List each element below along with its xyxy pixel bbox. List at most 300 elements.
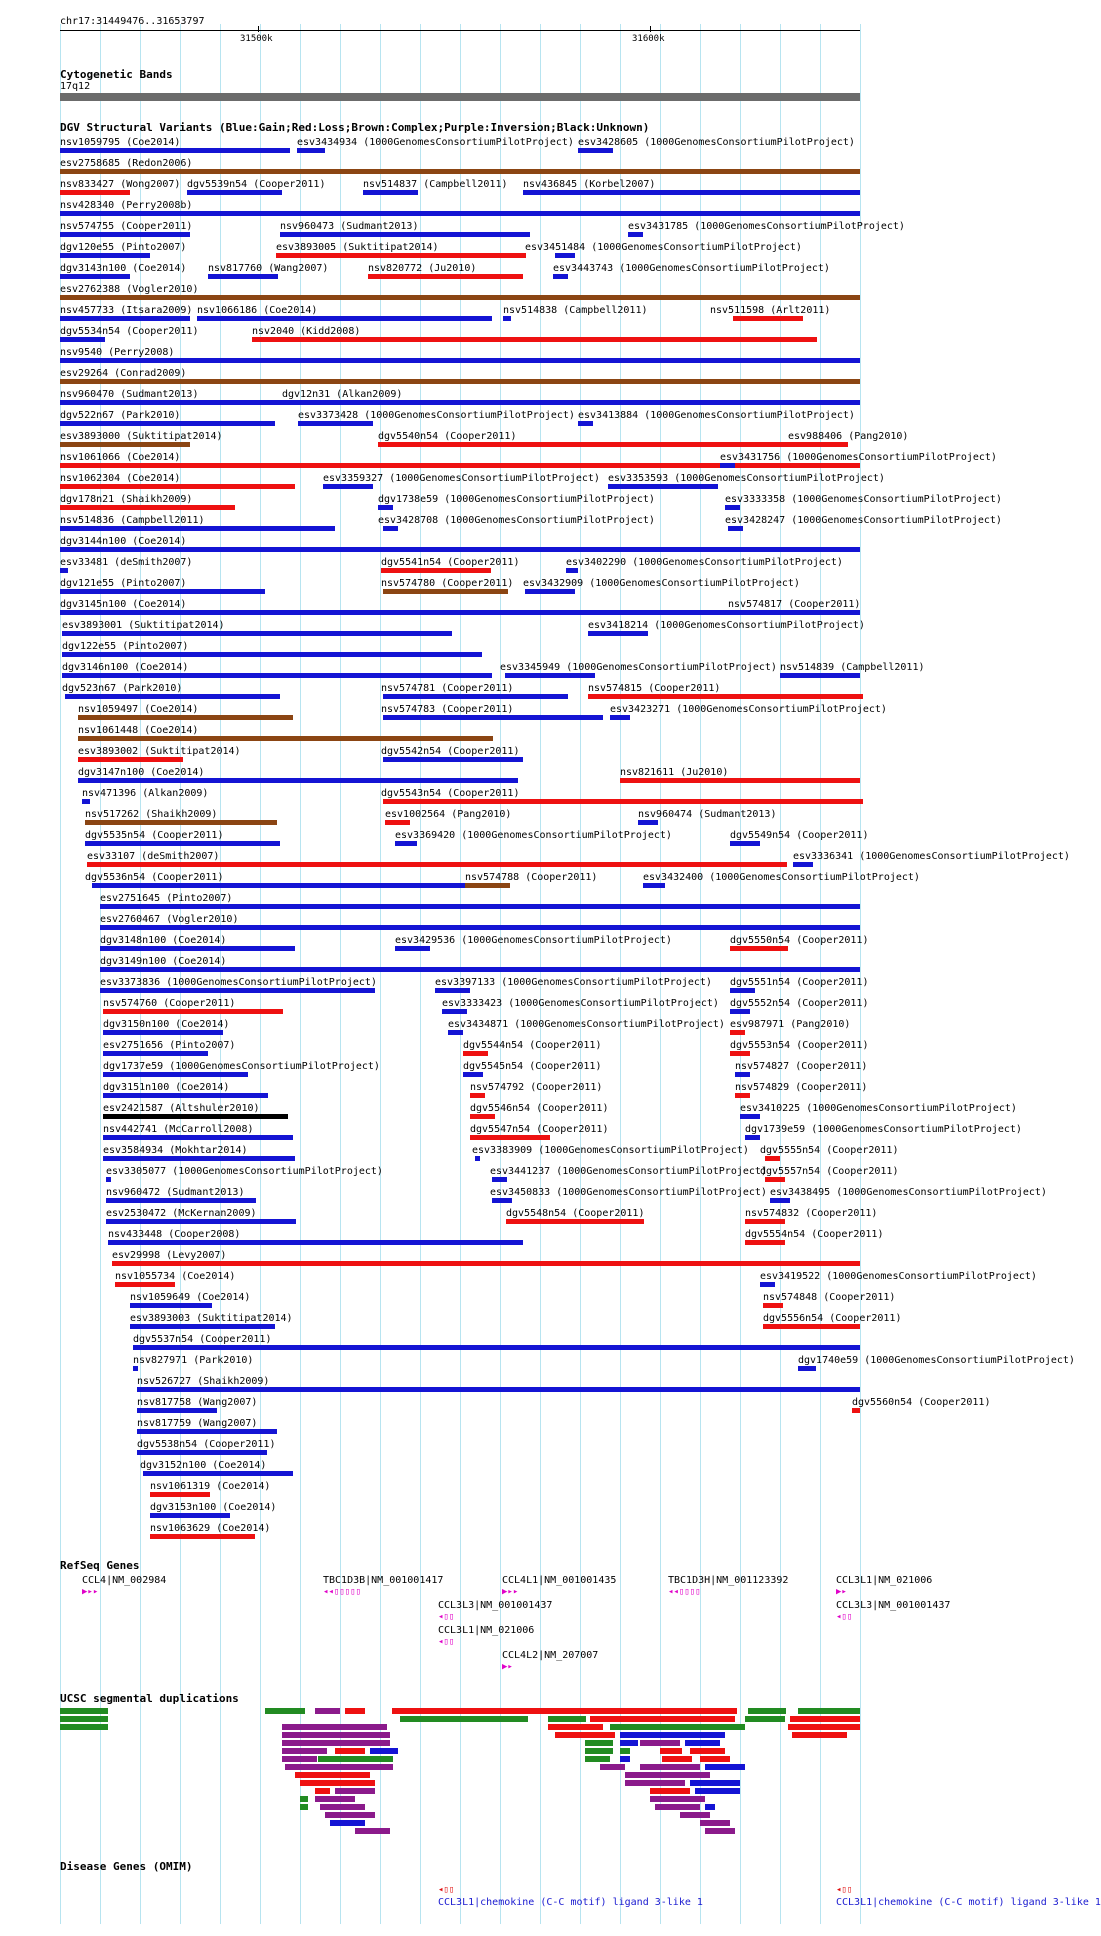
segdup-block[interactable] xyxy=(315,1708,340,1714)
segdup-block[interactable] xyxy=(585,1740,613,1746)
dgv-feature-label[interactable]: esv3893000 (Suktitipat2014) xyxy=(60,431,223,442)
segdup-block[interactable] xyxy=(282,1732,390,1738)
segdup-block[interactable] xyxy=(625,1780,685,1786)
dgv-feature-bar[interactable] xyxy=(763,1303,783,1308)
dgv-feature-label[interactable]: nsv574780 (Cooper2011) xyxy=(381,578,514,589)
dgv-feature-label[interactable]: nsv574783 (Cooper2011) xyxy=(381,704,514,715)
dgv-feature-label[interactable]: esv3423271 (1000GenomesConsortiumPilotProject) xyxy=(610,704,887,715)
dgv-feature-bar[interactable] xyxy=(60,400,860,405)
segdup-block[interactable] xyxy=(685,1740,720,1746)
dgv-feature-label[interactable]: dgv5540n54 (Cooper2011) xyxy=(378,431,517,442)
segdup-block[interactable] xyxy=(662,1756,692,1762)
dgv-feature-label[interactable]: esv3432909 (1000GenomesConsortiumPilotProject) xyxy=(523,578,800,589)
dgv-feature-label[interactable]: nsv960472 (Sudmant2013) xyxy=(106,1187,245,1198)
dgv-feature-label[interactable]: dgv3148n100 (Coe2014) xyxy=(100,935,227,946)
refseq-gene-label[interactable]: CCL4L2|NM_207007 xyxy=(502,1650,599,1661)
segdup-block[interactable] xyxy=(282,1756,317,1762)
dgv-feature-label[interactable]: nsv1061319 (Coe2014) xyxy=(150,1481,271,1492)
dgv-feature-bar[interactable] xyxy=(465,883,510,888)
dgv-feature-label[interactable]: dgv5539n54 (Cooper2011) xyxy=(187,179,326,190)
dgv-feature-bar[interactable] xyxy=(728,526,743,531)
segdup-block[interactable] xyxy=(60,1724,108,1730)
dgv-feature-bar[interactable] xyxy=(297,148,325,153)
dgv-feature-bar[interactable] xyxy=(435,988,470,993)
dgv-feature-label[interactable]: nsv514838 (Campbell2011) xyxy=(503,305,648,316)
dgv-feature-label[interactable]: dgv1739e59 (1000GenomesConsortiumPilotProject) xyxy=(745,1124,1022,1135)
dgv-feature-label[interactable]: nsv1059497 (Coe2014) xyxy=(78,704,199,715)
dgv-feature-bar[interactable] xyxy=(108,1240,523,1245)
dgv-feature-label[interactable]: dgv5542n54 (Cooper2011) xyxy=(381,746,520,757)
dgv-feature-bar[interactable] xyxy=(103,1093,268,1098)
segdup-block[interactable] xyxy=(748,1708,786,1714)
dgv-feature-bar[interactable] xyxy=(368,274,523,279)
dgv-feature-label[interactable]: esv3451484 (1000GenomesConsortiumPilotProject) xyxy=(525,242,802,253)
dgv-feature-label[interactable]: dgv1737e59 (1000GenomesConsortiumPilotProject) xyxy=(103,1061,380,1072)
dgv-feature-label[interactable]: dgv3151n100 (Coe2014) xyxy=(103,1082,230,1093)
dgv-feature-bar[interactable] xyxy=(323,484,373,489)
dgv-feature-label[interactable]: esv3893001 (Suktitipat2014) xyxy=(62,620,225,631)
segdup-block[interactable] xyxy=(585,1756,610,1762)
dgv-feature-label[interactable]: esv3373836 (1000GenomesConsortiumPilotProject) xyxy=(100,977,377,988)
dgv-feature-bar[interactable] xyxy=(745,1219,785,1224)
dgv-feature-bar[interactable] xyxy=(60,253,150,258)
dgv-feature-label[interactable]: dgv5553n54 (Cooper2011) xyxy=(730,1040,869,1051)
dgv-feature-label[interactable]: esv3434934 (1000GenomesConsortiumPilotProject) xyxy=(297,137,574,148)
dgv-feature-label[interactable]: esv33481 (deSmith2007) xyxy=(60,557,193,568)
track-title-dgv[interactable]: DGV Structural Variants (Blue:Gain;Red:Loss;Brown:Complex;Purple:Inversion;Black:Unknown) xyxy=(60,121,650,134)
dgv-feature-label[interactable]: nsv574832 (Cooper2011) xyxy=(745,1208,878,1219)
dgv-feature-label[interactable]: nsv9540 (Perry2008) xyxy=(60,347,175,358)
dgv-feature-bar[interactable] xyxy=(588,631,648,636)
refseq-gene-label[interactable]: TBC1D3B|NM_001001417 xyxy=(323,1575,444,1586)
dgv-feature-label[interactable]: nsv833427 (Wong2007) xyxy=(60,179,181,190)
dgv-feature-label[interactable]: esv29264 (Conrad2009) xyxy=(60,368,187,379)
dgv-feature-label[interactable]: esv2530472 (McKernan2009) xyxy=(106,1208,257,1219)
dgv-feature-bar[interactable] xyxy=(60,337,105,342)
dgv-feature-label[interactable]: nsv574792 (Cooper2011) xyxy=(470,1082,603,1093)
refseq-gene-label[interactable]: CCL3L3|NM_001001437 xyxy=(438,1600,553,1611)
segdup-block[interactable] xyxy=(620,1748,630,1754)
dgv-feature-label[interactable]: nsv821611 (Ju2010) xyxy=(620,767,729,778)
segdup-block[interactable] xyxy=(798,1708,860,1714)
dgv-feature-label[interactable]: esv3438495 (1000GenomesConsortiumPilotProject) xyxy=(770,1187,1047,1198)
dgv-feature-label[interactable]: nsv960474 (Sudmant2013) xyxy=(638,809,777,820)
omim-gene-label[interactable]: CCL3L1|chemokine (C-C motif) ligand 3-like 1 xyxy=(438,1897,703,1908)
dgv-feature-label[interactable]: esv3431756 (1000GenomesConsortiumPilotProject) xyxy=(720,452,997,463)
dgv-feature-bar[interactable] xyxy=(115,1282,175,1287)
dgv-feature-label[interactable]: dgv5543n54 (Cooper2011) xyxy=(381,788,520,799)
dgv-feature-bar[interactable] xyxy=(395,946,430,951)
dgv-feature-bar[interactable] xyxy=(740,1114,760,1119)
dgv-feature-bar[interactable] xyxy=(733,316,803,321)
dgv-feature-bar[interactable] xyxy=(506,1219,644,1224)
dgv-feature-bar[interactable] xyxy=(60,274,130,279)
dgv-feature-bar[interactable] xyxy=(470,1114,495,1119)
dgv-feature-label[interactable]: esv3893005 (Suktitipat2014) xyxy=(276,242,439,253)
dgv-feature-bar[interactable] xyxy=(60,421,275,426)
dgv-feature-bar[interactable] xyxy=(60,169,860,174)
dgv-feature-bar[interactable] xyxy=(60,379,860,384)
dgv-feature-label[interactable]: esv33107 (deSmith2007) xyxy=(87,851,220,862)
dgv-feature-bar[interactable] xyxy=(112,1261,860,1266)
dgv-feature-label[interactable]: esv3431785 (1000GenomesConsortiumPilotProject) xyxy=(628,221,905,232)
dgv-feature-label[interactable]: dgv3144n100 (Coe2014) xyxy=(60,536,187,547)
dgv-feature-label[interactable]: nsv574781 (Cooper2011) xyxy=(381,683,514,694)
dgv-feature-label[interactable]: dgv5535n54 (Cooper2011) xyxy=(85,830,224,841)
dgv-feature-label[interactable]: dgv5537n54 (Cooper2011) xyxy=(133,1334,272,1345)
dgv-feature-label[interactable]: nsv526727 (Shaikh2009) xyxy=(137,1376,270,1387)
dgv-feature-label[interactable]: esv3443743 (1000GenomesConsortiumPilotProject) xyxy=(553,263,830,274)
dgv-feature-label[interactable]: nsv960470 (Sudmant2013) xyxy=(60,389,199,400)
dgv-feature-bar[interactable] xyxy=(852,1408,860,1413)
dgv-feature-label[interactable]: dgv522n67 (Park2010) xyxy=(60,410,181,421)
segdup-block[interactable] xyxy=(620,1732,725,1738)
dgv-feature-bar[interactable] xyxy=(470,1093,485,1098)
dgv-feature-label[interactable]: dgv3153n100 (Coe2014) xyxy=(150,1502,277,1513)
dgv-feature-label[interactable]: esv3373428 (1000GenomesConsortiumPilotProject) xyxy=(298,410,575,421)
dgv-feature-bar[interactable] xyxy=(60,463,860,468)
dgv-feature-label[interactable]: nsv574829 (Cooper2011) xyxy=(735,1082,868,1093)
segdup-block[interactable] xyxy=(660,1748,682,1754)
dgv-feature-label[interactable]: dgv5541n54 (Cooper2011) xyxy=(381,557,520,568)
dgv-feature-bar[interactable] xyxy=(523,190,860,195)
segdup-block[interactable] xyxy=(625,1772,710,1778)
cytoband-bar[interactable] xyxy=(60,93,860,101)
dgv-feature-label[interactable]: dgv3143n100 (Coe2014) xyxy=(60,263,187,274)
dgv-feature-bar[interactable] xyxy=(395,841,417,846)
dgv-feature-label[interactable]: dgv523n67 (Park2010) xyxy=(62,683,183,694)
dgv-feature-bar[interactable] xyxy=(133,1345,860,1350)
segdup-block[interactable] xyxy=(300,1796,308,1802)
dgv-feature-label[interactable]: esv3383909 (1000GenomesConsortiumPilotProject) xyxy=(472,1145,749,1156)
dgv-feature-bar[interactable] xyxy=(143,1471,293,1476)
dgv-feature-label[interactable]: esv3333423 (1000GenomesConsortiumPilotProject) xyxy=(442,998,719,1009)
dgv-feature-label[interactable]: esv3584934 (Mokhtar2014) xyxy=(103,1145,248,1156)
segdup-block[interactable] xyxy=(640,1740,680,1746)
dgv-feature-bar[interactable] xyxy=(638,820,658,825)
dgv-feature-label[interactable]: esv3336341 (1000GenomesConsortiumPilotProject) xyxy=(793,851,1070,862)
segdup-block[interactable] xyxy=(745,1716,785,1722)
dgv-feature-bar[interactable] xyxy=(92,883,492,888)
dgv-feature-bar[interactable] xyxy=(610,715,630,720)
dgv-feature-bar[interactable] xyxy=(793,862,813,867)
segdup-block[interactable] xyxy=(655,1804,700,1810)
dgv-feature-bar[interactable] xyxy=(60,589,265,594)
dgv-feature-label[interactable]: dgv1740e59 (1000GenomesConsortiumPilotProject) xyxy=(798,1355,1075,1366)
segdup-block[interactable] xyxy=(300,1780,375,1786)
dgv-feature-bar[interactable] xyxy=(383,589,508,594)
dgv-feature-bar[interactable] xyxy=(608,484,718,489)
dgv-feature-label[interactable]: esv3434871 (1000GenomesConsortiumPilotProject) xyxy=(448,1019,725,1030)
dgv-feature-bar[interactable] xyxy=(735,1072,750,1077)
segdup-block[interactable] xyxy=(548,1724,603,1730)
segdup-block[interactable] xyxy=(285,1764,393,1770)
dgv-feature-label[interactable]: dgv3147n100 (Coe2014) xyxy=(78,767,205,778)
dgv-feature-label[interactable]: esv2762388 (Vogler2010) xyxy=(60,284,199,295)
dgv-feature-bar[interactable] xyxy=(383,694,568,699)
dgv-feature-bar[interactable] xyxy=(103,1156,295,1161)
dgv-feature-label[interactable]: esv3428605 (1000GenomesConsortiumPilotProject) xyxy=(578,137,855,148)
dgv-feature-label[interactable]: dgv5560n54 (Cooper2011) xyxy=(852,1397,991,1408)
segdup-block[interactable] xyxy=(60,1708,108,1714)
dgv-feature-bar[interactable] xyxy=(643,883,665,888)
dgv-feature-label[interactable]: nsv428340 (Perry2008b) xyxy=(60,200,193,211)
segdup-block[interactable] xyxy=(345,1708,365,1714)
dgv-feature-bar[interactable] xyxy=(60,442,190,447)
gene-model-icon[interactable]: ◂▯▯ xyxy=(438,1612,455,1622)
dgv-feature-label[interactable]: esv3369420 (1000GenomesConsortiumPilotProject) xyxy=(395,830,672,841)
dgv-feature-label[interactable]: nsv820772 (Ju2010) xyxy=(368,263,477,274)
dgv-feature-bar[interactable] xyxy=(103,1051,208,1056)
dgv-feature-label[interactable]: dgv120e55 (Pinto2007) xyxy=(60,242,187,253)
dgv-feature-label[interactable]: nsv574788 (Cooper2011) xyxy=(465,872,598,883)
segdup-block[interactable] xyxy=(680,1812,710,1818)
segdup-block[interactable] xyxy=(788,1724,860,1730)
dgv-feature-label[interactable]: esv3305077 (1000GenomesConsortiumPilotProject) xyxy=(106,1166,383,1177)
segdup-block[interactable] xyxy=(282,1748,327,1754)
dgv-feature-bar[interactable] xyxy=(106,1219,296,1224)
dgv-feature-bar[interactable] xyxy=(578,148,613,153)
dgv-feature-label[interactable]: nsv1062304 (Coe2014) xyxy=(60,473,181,484)
dgv-feature-label[interactable]: esv3419522 (1000GenomesConsortiumPilotProject) xyxy=(760,1271,1037,1282)
dgv-feature-label[interactable]: nsv1059649 (Coe2014) xyxy=(130,1292,251,1303)
gene-model-icon[interactable]: ◂▯▯ xyxy=(836,1612,853,1622)
dgv-feature-label[interactable]: dgv5546n54 (Cooper2011) xyxy=(470,1103,609,1114)
refseq-gene-label[interactable]: CCL3L1|NM_021006 xyxy=(836,1575,933,1586)
dgv-feature-bar[interactable] xyxy=(137,1408,217,1413)
dgv-feature-bar[interactable] xyxy=(381,568,491,573)
dgv-feature-label[interactable]: dgv5552n54 (Cooper2011) xyxy=(730,998,869,1009)
dgv-feature-label[interactable]: nsv817758 (Wang2007) xyxy=(137,1397,258,1408)
dgv-feature-bar[interactable] xyxy=(725,505,740,510)
dgv-feature-bar[interactable] xyxy=(765,1156,780,1161)
dgv-feature-bar[interactable] xyxy=(106,1198,256,1203)
segdup-block[interactable] xyxy=(690,1780,740,1786)
segdup-block[interactable] xyxy=(355,1828,390,1834)
dgv-feature-label[interactable]: nsv442741 (McCarroll2008) xyxy=(103,1124,254,1135)
dgv-feature-label[interactable]: esv3353593 (1000GenomesConsortiumPilotProject) xyxy=(608,473,885,484)
dgv-feature-bar[interactable] xyxy=(100,925,860,930)
dgv-feature-bar[interactable] xyxy=(448,1030,463,1035)
dgv-feature-label[interactable]: esv3402290 (1000GenomesConsortiumPilotProject) xyxy=(566,557,843,568)
segdup-block[interactable] xyxy=(620,1740,638,1746)
dgv-feature-bar[interactable] xyxy=(730,946,788,951)
dgv-feature-label[interactable]: esv2421587 (Altshuler2010) xyxy=(103,1103,260,1114)
segdup-block[interactable] xyxy=(790,1716,860,1722)
track-title-refseq[interactable]: RefSeq Genes xyxy=(60,1559,140,1572)
dgv-feature-bar[interactable] xyxy=(492,1198,512,1203)
segdup-block[interactable] xyxy=(265,1708,305,1714)
dgv-feature-bar[interactable] xyxy=(60,295,860,300)
gene-model-icon[interactable]: ▶▸▸ xyxy=(502,1587,519,1597)
dgv-feature-label[interactable]: nsv1055734 (Coe2014) xyxy=(115,1271,236,1282)
dgv-feature-label[interactable]: nsv574815 (Cooper2011) xyxy=(588,683,721,694)
segdup-block[interactable] xyxy=(650,1796,705,1802)
segdup-block[interactable] xyxy=(548,1716,586,1722)
dgv-feature-label[interactable]: nsv574827 (Cooper2011) xyxy=(735,1061,868,1072)
dgv-feature-label[interactable]: dgv5545n54 (Cooper2011) xyxy=(463,1061,602,1072)
dgv-feature-bar[interactable] xyxy=(383,799,863,804)
segdup-block[interactable] xyxy=(400,1716,528,1722)
dgv-feature-bar[interactable] xyxy=(555,253,575,258)
dgv-feature-label[interactable]: dgv5551n54 (Cooper2011) xyxy=(730,977,869,988)
dgv-feature-bar[interactable] xyxy=(730,1009,750,1014)
dgv-feature-bar[interactable] xyxy=(103,1072,248,1077)
dgv-feature-label[interactable]: dgv5549n54 (Cooper2011) xyxy=(730,830,869,841)
dgv-feature-label[interactable]: esv3418214 (1000GenomesConsortiumPilotProject) xyxy=(588,620,865,631)
dgv-feature-bar[interactable] xyxy=(505,673,595,678)
dgv-feature-bar[interactable] xyxy=(385,820,410,825)
dgv-feature-label[interactable]: dgv5556n54 (Cooper2011) xyxy=(763,1313,902,1324)
dgv-feature-bar[interactable] xyxy=(62,652,482,657)
dgv-feature-bar[interactable] xyxy=(765,1177,785,1182)
segdup-block[interactable] xyxy=(695,1788,740,1794)
dgv-feature-bar[interactable] xyxy=(463,1051,488,1056)
dgv-feature-label[interactable]: dgv5557n54 (Cooper2011) xyxy=(760,1166,899,1177)
segdup-block[interactable] xyxy=(318,1756,393,1762)
dgv-feature-bar[interactable] xyxy=(100,946,295,951)
dgv-feature-label[interactable]: nsv471396 (Alkan2009) xyxy=(82,788,209,799)
dgv-feature-bar[interactable] xyxy=(100,988,375,993)
dgv-feature-label[interactable]: esv3432400 (1000GenomesConsortiumPilotProject) xyxy=(643,872,920,883)
segdup-block[interactable] xyxy=(620,1756,630,1762)
dgv-feature-bar[interactable] xyxy=(62,673,492,678)
dgv-feature-label[interactable]: nsv514836 (Campbell2011) xyxy=(60,515,205,526)
dgv-feature-label[interactable]: dgv5538n54 (Cooper2011) xyxy=(137,1439,276,1450)
refseq-gene-label[interactable]: CCL4|NM_002984 xyxy=(82,1575,167,1586)
track-title-omim[interactable]: Disease Genes (OMIM) xyxy=(60,1860,193,1873)
dgv-feature-bar[interactable] xyxy=(60,505,235,510)
segdup-block[interactable] xyxy=(60,1716,108,1722)
dgv-feature-bar[interactable] xyxy=(60,484,295,489)
dgv-feature-bar[interactable] xyxy=(100,967,860,972)
dgv-feature-label[interactable]: nsv436845 (Korbel2007) xyxy=(523,179,656,190)
dgv-feature-bar[interactable] xyxy=(628,232,643,237)
dgv-feature-label[interactable]: esv2760467 (Vogler2010) xyxy=(100,914,239,925)
segdup-block[interactable] xyxy=(282,1740,390,1746)
gene-model-icon[interactable]: ▶▸ xyxy=(502,1662,513,1672)
segdup-block[interactable] xyxy=(282,1724,387,1730)
segdup-block[interactable] xyxy=(590,1716,735,1722)
dgv-feature-bar[interactable] xyxy=(566,568,578,573)
segdup-block[interactable] xyxy=(300,1804,308,1810)
dgv-feature-label[interactable]: esv987971 (Pang2010) xyxy=(730,1019,851,1030)
segdup-block[interactable] xyxy=(610,1724,745,1730)
segdup-block[interactable] xyxy=(392,1708,737,1714)
dgv-feature-bar[interactable] xyxy=(60,316,190,321)
omim-gene-icon[interactable]: ◂▯▯ xyxy=(438,1885,455,1895)
segdup-block[interactable] xyxy=(700,1820,730,1826)
dgv-feature-bar[interactable] xyxy=(197,316,492,321)
dgv-feature-label[interactable]: esv3345949 (1000GenomesConsortiumPilotProject) xyxy=(500,662,777,673)
dgv-feature-label[interactable]: dgv3146n100 (Coe2014) xyxy=(62,662,189,673)
dgv-feature-label[interactable]: nsv574760 (Cooper2011) xyxy=(103,998,236,1009)
dgv-feature-label[interactable]: dgv5534n54 (Cooper2011) xyxy=(60,326,199,337)
dgv-feature-bar[interactable] xyxy=(475,1156,480,1161)
dgv-feature-bar[interactable] xyxy=(60,547,860,552)
segdup-block[interactable] xyxy=(370,1748,398,1754)
track-title-cytoband[interactable]: Cytogenetic Bands xyxy=(60,68,173,81)
dgv-feature-bar[interactable] xyxy=(60,526,335,531)
gene-model-icon[interactable]: ▶▸▸ xyxy=(82,1587,99,1597)
dgv-feature-bar[interactable] xyxy=(150,1534,255,1539)
dgv-feature-label[interactable]: nsv817760 (Wang2007) xyxy=(208,263,329,274)
dgv-feature-bar[interactable] xyxy=(730,988,755,993)
dgv-feature-bar[interactable] xyxy=(60,568,68,573)
dgv-feature-bar[interactable] xyxy=(735,1093,750,1098)
dgv-feature-bar[interactable] xyxy=(78,757,183,762)
dgv-feature-label[interactable]: nsv517262 (Shaikh2009) xyxy=(85,809,218,820)
segdup-block[interactable] xyxy=(555,1732,615,1738)
dgv-feature-bar[interactable] xyxy=(720,463,735,468)
dgv-feature-label[interactable]: nsv1059795 (Coe2014) xyxy=(60,137,181,148)
dgv-feature-label[interactable]: dgv1738e59 (1000GenomesConsortiumPilotProject) xyxy=(378,494,655,505)
dgv-feature-bar[interactable] xyxy=(103,1009,283,1014)
dgv-feature-bar[interactable] xyxy=(150,1492,210,1497)
dgv-feature-label[interactable]: nsv1061448 (Coe2014) xyxy=(78,725,199,736)
dgv-feature-bar[interactable] xyxy=(130,1303,212,1308)
dgv-feature-label[interactable]: nsv511598 (Arlt2011) xyxy=(710,305,831,316)
segdup-block[interactable] xyxy=(792,1732,847,1738)
dgv-feature-bar[interactable] xyxy=(130,1324,275,1329)
dgv-feature-bar[interactable] xyxy=(730,1030,745,1035)
dgv-feature-label[interactable]: dgv3150n100 (Coe2014) xyxy=(103,1019,230,1030)
dgv-feature-bar[interactable] xyxy=(298,421,373,426)
dgv-feature-bar[interactable] xyxy=(85,841,280,846)
dgv-feature-label[interactable]: esv3429536 (1000GenomesConsortiumPilotProject) xyxy=(395,935,672,946)
segdup-block[interactable] xyxy=(335,1788,375,1794)
dgv-feature-bar[interactable] xyxy=(60,358,860,363)
dgv-feature-label[interactable]: dgv3145n100 (Coe2014) xyxy=(60,599,187,610)
dgv-feature-bar[interactable] xyxy=(62,631,452,636)
dgv-feature-bar[interactable] xyxy=(103,1135,293,1140)
segdup-block[interactable] xyxy=(705,1828,735,1834)
dgv-feature-bar[interactable] xyxy=(730,841,760,846)
dgv-feature-label[interactable]: nsv574755 (Cooper2011) xyxy=(60,221,193,232)
dgv-feature-bar[interactable] xyxy=(798,1366,816,1371)
dgv-feature-label[interactable]: nsv1061066 (Coe2014) xyxy=(60,452,181,463)
dgv-feature-bar[interactable] xyxy=(378,505,393,510)
gene-model-icon[interactable]: ▶▸ xyxy=(836,1587,847,1597)
dgv-feature-bar[interactable] xyxy=(363,190,418,195)
dgv-feature-label[interactable]: dgv178n21 (Shaikh2009) xyxy=(60,494,193,505)
dgv-feature-bar[interactable] xyxy=(60,190,130,195)
gene-model-icon[interactable]: ◂◂▯▯▯▯▯ xyxy=(323,1587,361,1597)
dgv-feature-bar[interactable] xyxy=(280,232,530,237)
dgv-feature-label[interactable]: esv29998 (Levy2007) xyxy=(112,1250,227,1261)
dgv-feature-label[interactable]: esv3359327 (1000GenomesConsortiumPilotProject) xyxy=(323,473,600,484)
dgv-feature-bar[interactable] xyxy=(553,274,568,279)
dgv-feature-label[interactable]: dgv5544n54 (Cooper2011) xyxy=(463,1040,602,1051)
dgv-feature-label[interactable]: dgv5548n54 (Cooper2011) xyxy=(506,1208,645,1219)
dgv-feature-label[interactable]: esv3410225 (1000GenomesConsortiumPilotProject) xyxy=(740,1103,1017,1114)
segdup-block[interactable] xyxy=(640,1764,700,1770)
refseq-gene-label[interactable]: CCL4L1|NM_001001435 xyxy=(502,1575,617,1586)
dgv-feature-bar[interactable] xyxy=(137,1450,267,1455)
segdup-block[interactable] xyxy=(585,1748,613,1754)
segdup-block[interactable] xyxy=(690,1748,725,1754)
dgv-feature-bar[interactable] xyxy=(252,337,817,342)
dgv-feature-label[interactable]: nsv433448 (Cooper2008) xyxy=(108,1229,241,1240)
dgv-feature-bar[interactable] xyxy=(780,673,860,678)
segdup-block[interactable] xyxy=(335,1748,365,1754)
dgv-feature-label[interactable]: dgv5550n54 (Cooper2011) xyxy=(730,935,869,946)
dgv-feature-bar[interactable] xyxy=(150,1513,230,1518)
dgv-feature-bar[interactable] xyxy=(60,211,860,216)
dgv-feature-bar[interactable] xyxy=(588,694,863,699)
dgv-feature-bar[interactable] xyxy=(78,715,293,720)
refseq-gene-label[interactable]: CCL3L1|NM_021006 xyxy=(438,1625,535,1636)
